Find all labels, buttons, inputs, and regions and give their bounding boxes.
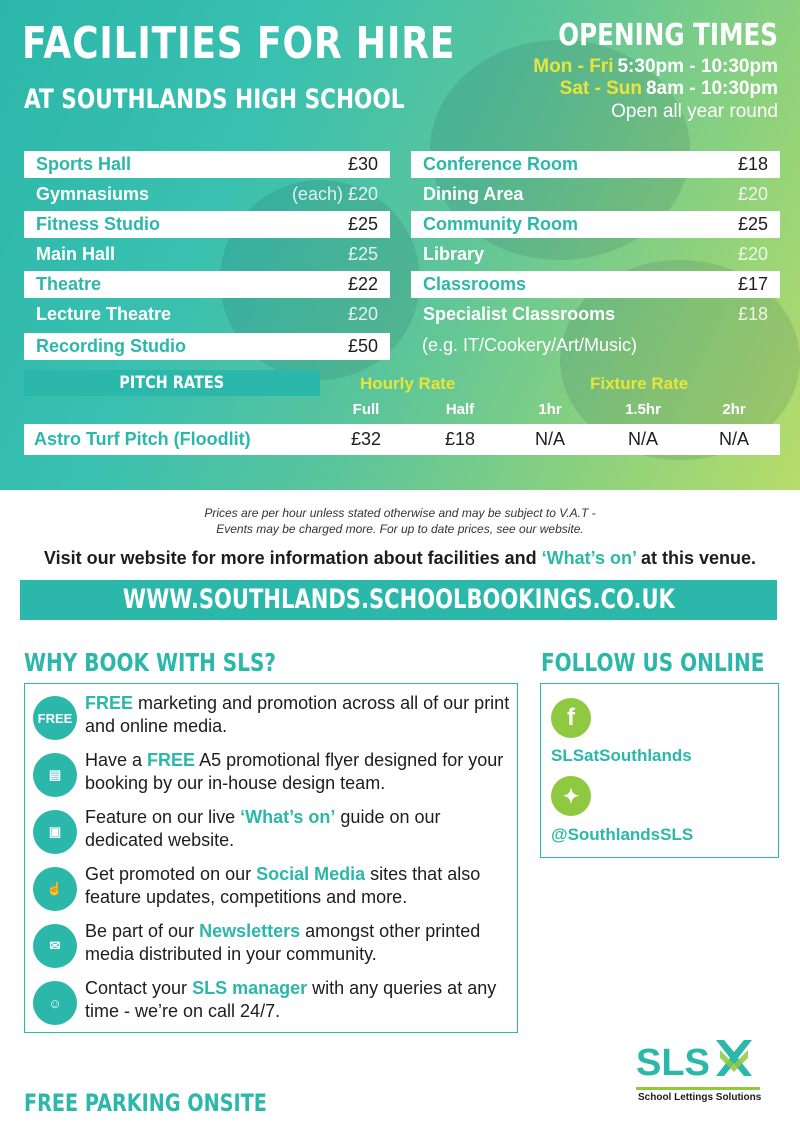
facility-price: £20 — [347, 304, 378, 324]
twitter-handle[interactable]: @SouthlandsSLS — [551, 825, 694, 844]
page-title: FACILITIES FOR HIRE — [22, 18, 456, 69]
why-item-text: Get promoted on our Social Media sites that also feature updates, competitions and more. — [85, 864, 481, 907]
newsletter-icon: ✉ — [33, 924, 77, 968]
opening-times-heading: OPENING TIMES — [558, 18, 778, 53]
website-link[interactable]: WWW.SOUTHLANDS.SCHOOLBOOKINGS.CO.UK — [20, 580, 777, 620]
why-item — [33, 692, 513, 746]
facility-name: Recording Studio — [36, 336, 186, 356]
facility-name: Dining Area — [423, 184, 524, 204]
why-item — [33, 977, 513, 1031]
thumbs-up-icon: ☝ — [33, 867, 77, 911]
flyer-icon: ▤ — [33, 753, 77, 797]
opening-row-weekend: Sat - Sun 8am - 10:30pm — [559, 78, 778, 99]
follow-heading: FOLLOW US ONLINE — [541, 648, 765, 677]
why-box — [24, 683, 518, 1033]
why-item-text: FREE marketing and promotion across all of our print and online media. — [85, 693, 510, 736]
specialist-note: (e.g. IT/Cookery/Art/Music) — [422, 335, 638, 355]
pitch-value-1-5hr: N/A — [627, 429, 658, 449]
facility-name: Classrooms — [423, 274, 527, 294]
facility-price: £25 — [347, 214, 378, 234]
free-badge-icon: FREE — [33, 696, 77, 740]
why-item — [33, 920, 513, 974]
visit-text: Visit our website for more information about facilities and ‘What’s on’ at this venue. — [43, 548, 757, 568]
facility-row — [24, 333, 390, 360]
facility-row — [411, 241, 780, 268]
facility-row — [24, 181, 390, 208]
why-item — [33, 806, 513, 860]
why-item — [33, 749, 513, 803]
logo-x-icon — [712, 1036, 756, 1080]
page-subtitle: AT SOUTHLANDS HIGH SCHOOL — [24, 84, 405, 115]
facility-name: Sports Hall — [36, 154, 132, 174]
why-item-text: Feature on our live ‘What’s on’ guide on our dedicated website. — [85, 807, 441, 850]
twitter-icon[interactable]: ✦ — [551, 776, 591, 816]
facility-price: £20 — [737, 184, 768, 204]
follow-box — [540, 683, 779, 858]
facility-price: £30 — [347, 154, 378, 174]
facility-row — [411, 301, 780, 328]
why-item-text: Contact your SLS manager with any queries at any time - we’re on call 24/7. — [85, 978, 497, 1021]
hourly-rate-heading: Hourly Rate — [360, 374, 456, 393]
pitch-value-1hr: N/A — [534, 429, 565, 449]
fixture-rate-heading: Fixture Rate — [590, 374, 689, 393]
why-item-text: Be part of our Newsletters amongst other printed media distributed in your community. — [85, 921, 481, 964]
why-item-text: Have a FREE A5 promotional flyer designed for your booking by our in-house design team. — [85, 750, 504, 793]
facility-name: Theatre — [36, 274, 102, 294]
facility-price: (each) £20 — [291, 184, 378, 204]
facility-name: Conference Room — [423, 154, 579, 174]
col-head-half: Half — [445, 401, 475, 418]
facility-price: £17 — [737, 274, 768, 294]
facility-row — [24, 271, 390, 298]
facility-row — [24, 241, 390, 268]
facility-price: £18 — [737, 304, 768, 324]
pitch-value-half: £18 — [444, 429, 476, 449]
opening-row-weekday: Mon - Fri 5:30pm - 10:30pm — [533, 56, 778, 77]
facility-row — [24, 151, 390, 178]
facility-price: £25 — [737, 214, 768, 234]
facility-row — [411, 181, 780, 208]
why-item — [33, 863, 513, 917]
pitch-name: Astro Turf Pitch (Floodlit) — [34, 429, 251, 449]
parking-note: FREE PARKING ONSITE — [24, 1089, 267, 1117]
facility-name: Main Hall — [36, 244, 116, 264]
facebook-handle[interactable]: SLSatSouthlands — [551, 746, 692, 765]
disclaimer-line-2: Events may be charged more. For up to date prices, see our website. — [216, 522, 584, 536]
facility-price: £20 — [737, 244, 768, 264]
facility-price: £50 — [347, 336, 378, 356]
facility-name: Gymnasiums — [36, 184, 150, 204]
sls-logo: SLS School Lettings Solutions — [636, 1036, 760, 1108]
disclaimer-line-1: Prices are per hour unless stated otherwise and may be subject to V.A.T - — [204, 506, 596, 520]
pitch-value-2hr: N/A — [718, 429, 749, 449]
facebook-icon[interactable]: f — [551, 698, 591, 738]
facility-row — [411, 211, 780, 238]
col-head-2hr: 2hr — [722, 401, 746, 418]
facility-name: Lecture Theatre — [36, 304, 172, 324]
facility-row — [411, 151, 780, 178]
opening-note: Open all year round — [611, 101, 778, 122]
pitch-value-full: £32 — [350, 429, 382, 449]
col-head-1hr: 1hr — [538, 401, 562, 418]
facility-name: Fitness Studio — [36, 214, 161, 234]
pitch-rates-label: PITCH RATES — [24, 370, 320, 396]
facility-row — [24, 301, 390, 328]
col-head-1-5hr: 1.5hr — [625, 401, 661, 418]
why-heading: WHY BOOK WITH SLS? — [24, 648, 276, 677]
people-icon: ☺ — [33, 981, 77, 1025]
facility-price: £18 — [737, 154, 768, 174]
facility-row — [24, 211, 390, 238]
facility-price: £25 — [347, 244, 378, 264]
hero-banner — [0, 0, 800, 490]
website-icon: ▣ — [33, 810, 77, 854]
pitch-row-astro — [24, 424, 780, 455]
facility-name: Library — [423, 244, 485, 264]
facility-price: £22 — [347, 274, 378, 294]
facility-name: Community Room — [423, 214, 578, 234]
facility-name: Specialist Classrooms — [423, 304, 616, 324]
facility-row — [411, 271, 780, 298]
col-head-full: Full — [352, 401, 380, 418]
